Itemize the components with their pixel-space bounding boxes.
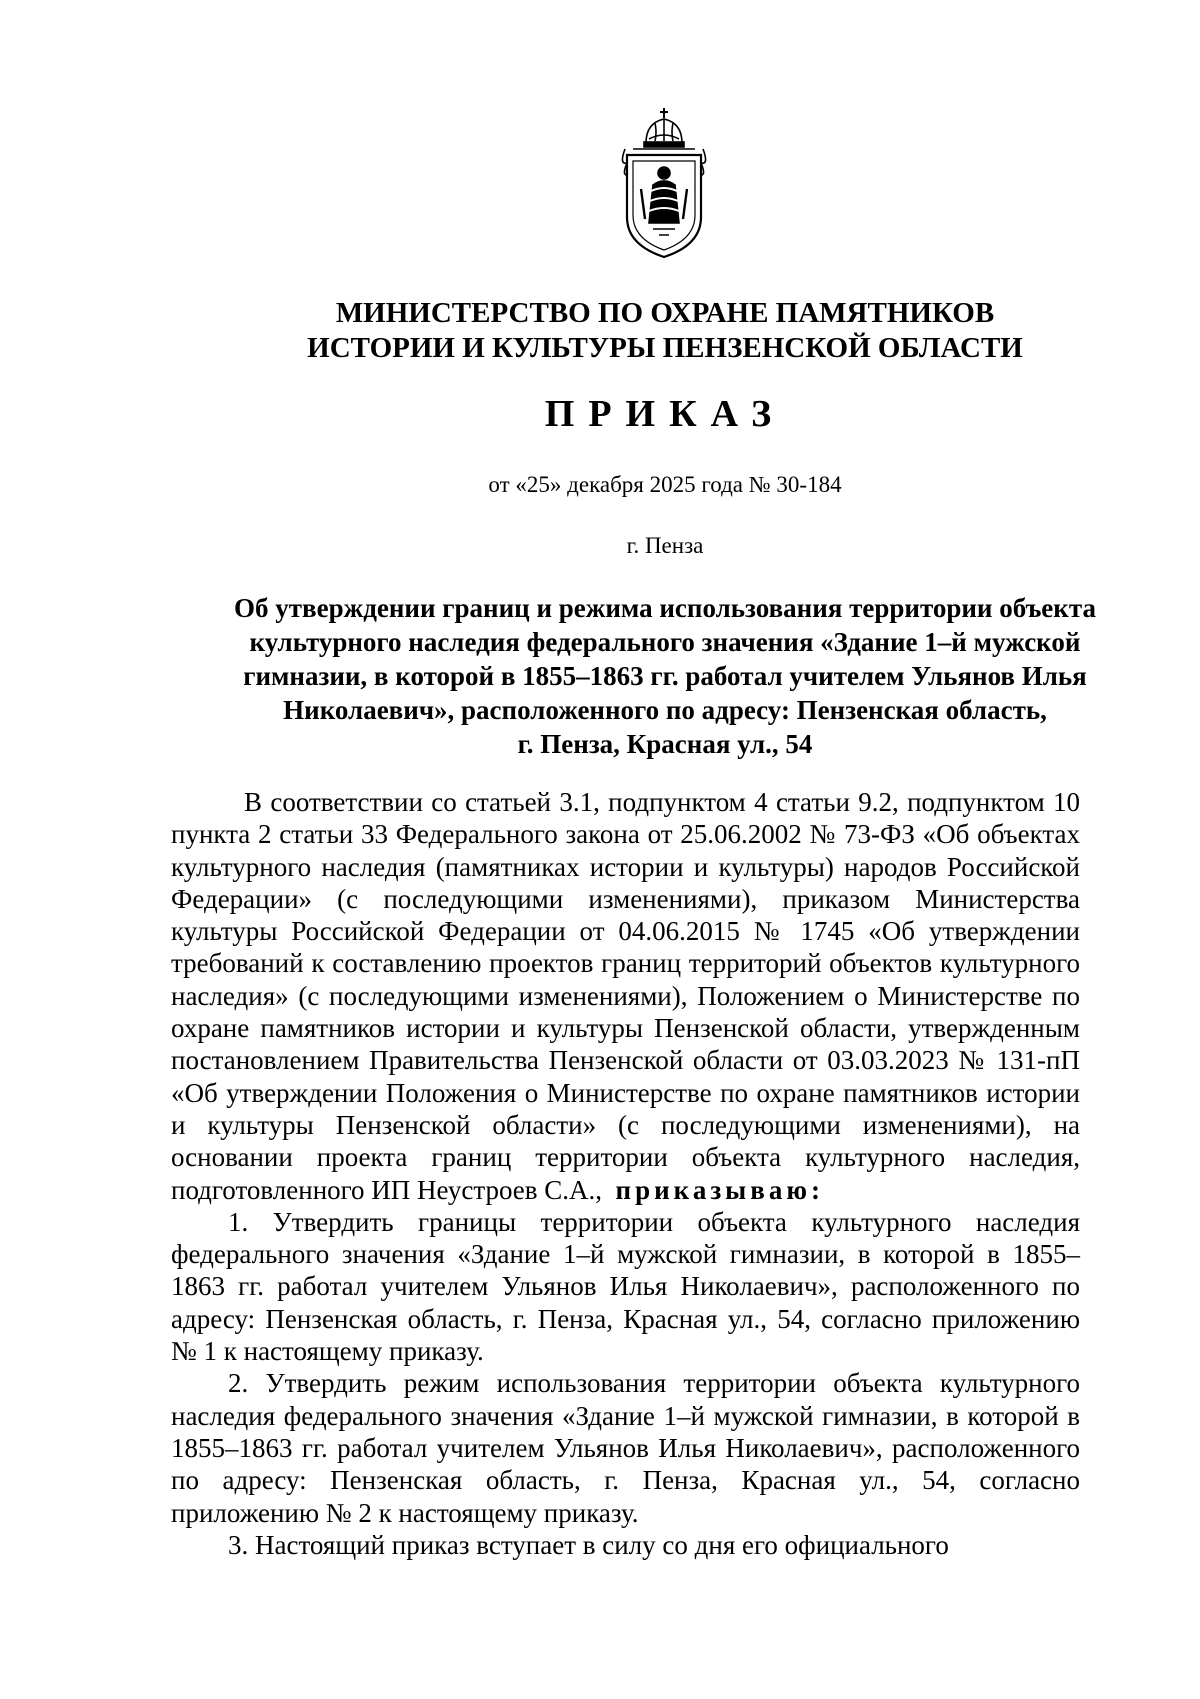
coat-of-arms-icon (613, 105, 715, 263)
order-title (170, 591, 1160, 761)
title-line-4: Николаевич», расположенного по адресу: Пензенская область, (283, 695, 1047, 725)
title-line-2: культурного наследия федерального значения «Здание 1–й мужской (249, 627, 1081, 657)
title-line-3: гимназии, в которой в 1855–1863 гг. работал учителем Ульянов Илья (243, 661, 1087, 691)
order-item-3: 3. Настоящий приказ вступает в силу со дня его официального (228, 1529, 949, 1560)
order-word: приказываю: (615, 1174, 824, 1205)
title-line-5: г. Пенза, Красная ул., 54 (517, 729, 813, 759)
preamble-text: В соответствии со статьей 3.1, подпунктом 4 статьи 9.2, подпунктом 10 пункта 2 статьи 33 Федерального закона от 25.06.2002 № 73-ФЗ «Об объектах культурного наследия (памятниках истории и культуры) народов Российской Федерации» (с последующими изменениями), приказом Министерства культуры Российской Федерации от 04.06.2015 № 1745 «Об утверждении требований к составлению проектов границ территорий объектов культурного наследия» (с последующими изменениями), Положением о Министерстве по охране памятников истории и культуры Пензенской области, утвержденным постановлением Правительства Пензенской области от 03.03.2023 № 131-пП «Об утверждении Положения о Министерстве по охране памятников истории и культуры Пензенской области» (с последующими изменениями), на основании проекта границ территории объекта культурного наследия, подготовленного ИП Неустроев С.А., (171, 787, 1080, 1205)
title-line-1: Об утверждении границ и режима использования территории объекта (234, 593, 1096, 623)
ministry-line-1: МИНИСТЕРСТВО ПО ОХРАНЕ ПАМЯТНИКОВ (335, 297, 995, 329)
preamble-paragraph (171, 786, 1080, 1206)
order-item-2: 2. Утвердить режим использования территории объекта культурного наследия федерального значения «Здание 1–й мужской гимназии, в которой в 1855–1863 гг. работал учителем Ульянов Илья Николаевич», расположенного по адресу: Пензенская область, г. Пенза, Красная ул., 54, согласно приложению № 2 к настоящему приказу. (171, 1368, 1080, 1528)
order-body (171, 786, 1080, 1561)
order-item-1: 1. Утвердить границы территории объекта культурного наследия федерального значения «Здание 1–й мужской гимназии, в которой в 1855–1863 гг. работал учителем Ульянов Илья Николаевич», расположенного по адресу: Пензенская область, г. Пенза, Красная ул., 54, согласно приложению № 1 к настоящему приказу. (171, 1206, 1080, 1367)
ministry-name (170, 296, 1160, 366)
document-type-heading: ПРИКАЗ (544, 393, 786, 435)
ministry-line-2: ИСТОРИИ И КУЛЬТУРЫ ПЕНЗЕНСКОЙ ОБЛАСТИ (307, 332, 1023, 364)
order-date-number: от «25» декабря 2025 года № 30-184 (488, 472, 842, 497)
order-city: г. Пенза (626, 533, 704, 558)
